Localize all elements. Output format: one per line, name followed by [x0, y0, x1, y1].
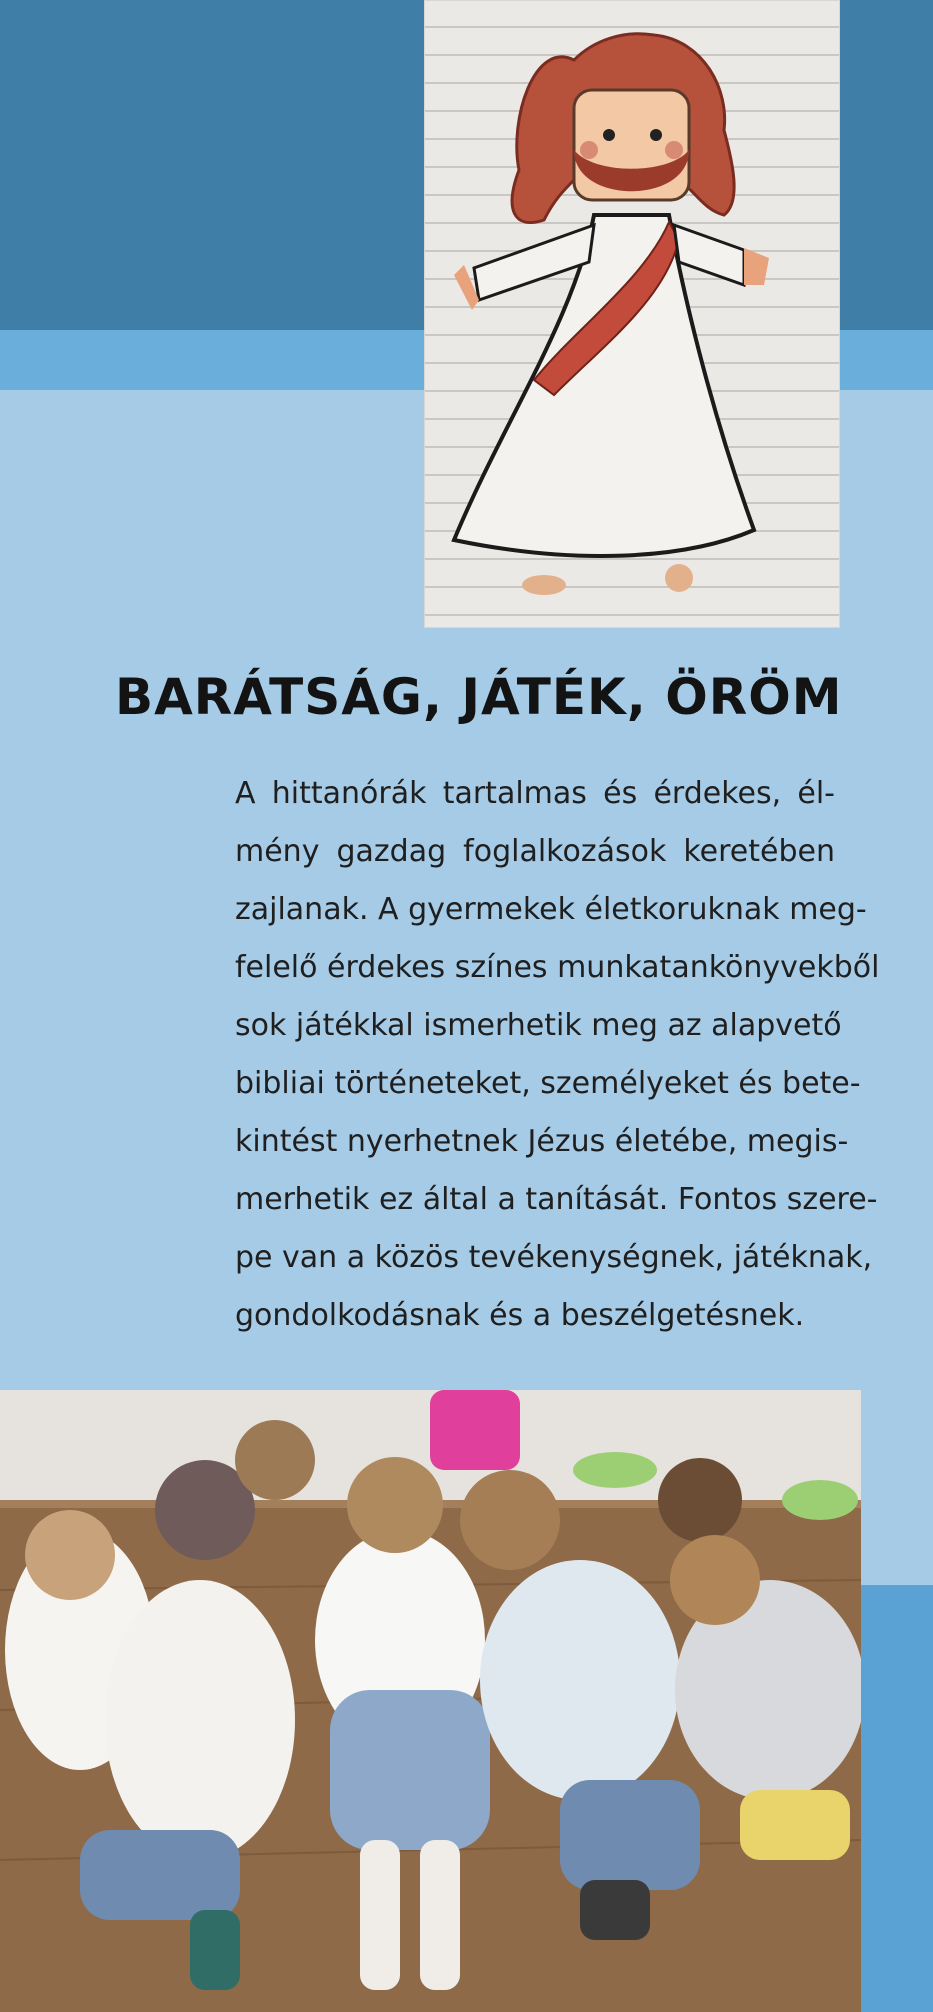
paragraph-line: felelő érdekes színes munkatankönyvekből — [235, 950, 880, 985]
paragraph-line: merhetik ez által a tanítását. Fontos szere- — [235, 1182, 878, 1217]
right-color-band — [861, 1585, 933, 2012]
children-group-photo — [0, 1390, 861, 2012]
jesus-drawing-image — [424, 0, 840, 628]
paragraph-line: gondolkodásnak és a beszélgetésnek. — [235, 1298, 805, 1333]
paragraph-line: A hittanórák tartalmas és érdekes, él- — [235, 776, 835, 811]
paragraph-line: pe van a közös tevékenységnek, játéknak, — [235, 1240, 873, 1275]
paragraph-line: sok játékkal ismerhetik meg az alapvető — [235, 1008, 842, 1043]
body-paragraph — [235, 765, 880, 1345]
paragraph-line: zajlanak. A gyermekek életkoruknak meg- — [235, 892, 867, 927]
paragraph-line: bibliai történeteket, személyeket és bete- — [235, 1066, 861, 1101]
page-title: BARÁTSÁG, JÁTÉK, ÖRÖM — [115, 668, 843, 726]
paragraph-line: mény gazdag foglalkozások keretében — [235, 834, 835, 869]
paragraph-line: kintést nyerhetnek Jézus életébe, megis- — [235, 1124, 849, 1159]
